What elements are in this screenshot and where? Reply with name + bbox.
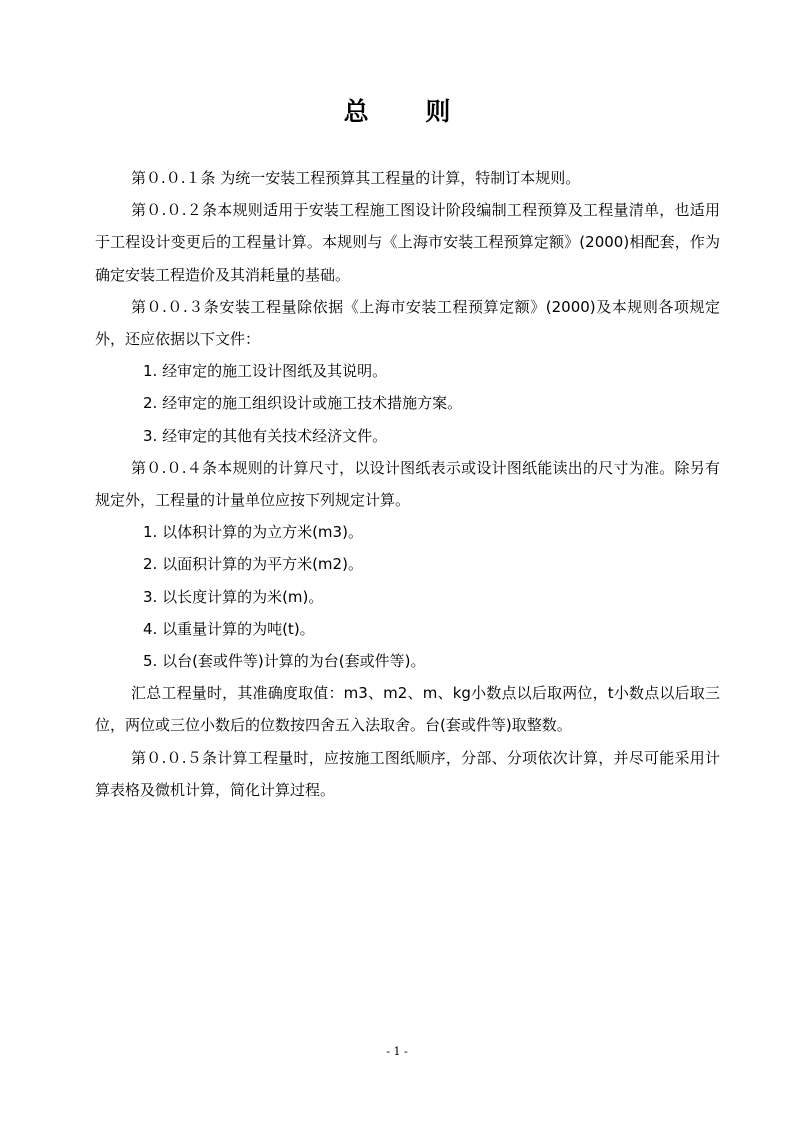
list-item: 1. 以体积计算的为立方米(m3)。 bbox=[143, 523, 363, 542]
article-0-0-5: 第０.０.５条计算工程量时，应按施工图纸顺序，分部、分项依次计算，并尽可能采用计算表格及微机计算，简化计算过程。 bbox=[95, 748, 720, 799]
summary-paragraph: 汇总工程量时，其准确度取值：m3、m2、m、kg小数点以后取两位，t小数点以后取三位，两位或三位小数后的位数按四舍五入法取舍。台(套或件等)取整数。 bbox=[95, 684, 720, 735]
list-item: 1. 经审定的施工设计图纸及其说明。 bbox=[143, 362, 388, 381]
article-0-0-1: 第０.０.１条 为统一安装工程预算其工程量的计算，特制订本规则。 bbox=[131, 169, 581, 187]
page-title: 总 则 bbox=[343, 97, 475, 126]
list-item: 3. 经审定的其他有关技术经济文件。 bbox=[143, 426, 388, 445]
page-number: - 1 - bbox=[386, 1045, 408, 1058]
document-body bbox=[95, 162, 720, 806]
list-item: 5. 以台(套或件等)计算的为台(套或件等)。 bbox=[143, 652, 426, 671]
list-item: 3. 以长度计算的为米(m)。 bbox=[143, 587, 324, 606]
list-item: 2. 以面积计算的为平方米(m2)。 bbox=[143, 555, 363, 574]
article-0-0-2: 第０.０.２条本规则适用于安装工程施工图设计阶段编制工程预算及工程量清单，也适用于工程设计变更后的工程量计算。本规则与《上海市安装工程预算定额》(2000)相配套，作为确定安装工程造价及其消耗量的基础。 bbox=[95, 201, 720, 284]
article-0-0-3: 第０.０.３条安装工程量除依据《上海市安装工程预算定额》(2000)及本规则各项规定外，还应依据以下文件： bbox=[95, 297, 720, 349]
list-item: 2. 经审定的施工组织设计或施工技术措施方案。 bbox=[143, 394, 463, 413]
article-0-0-4: 第０.０.４条本规则的计算尺寸，以设计图纸表示或设计图纸能读出的尺寸为准。除另有规定外，工程量的计量单位应按下列规定计算。 bbox=[95, 458, 720, 510]
list-item: 4. 以重量计算的为吨(t)。 bbox=[143, 619, 315, 638]
